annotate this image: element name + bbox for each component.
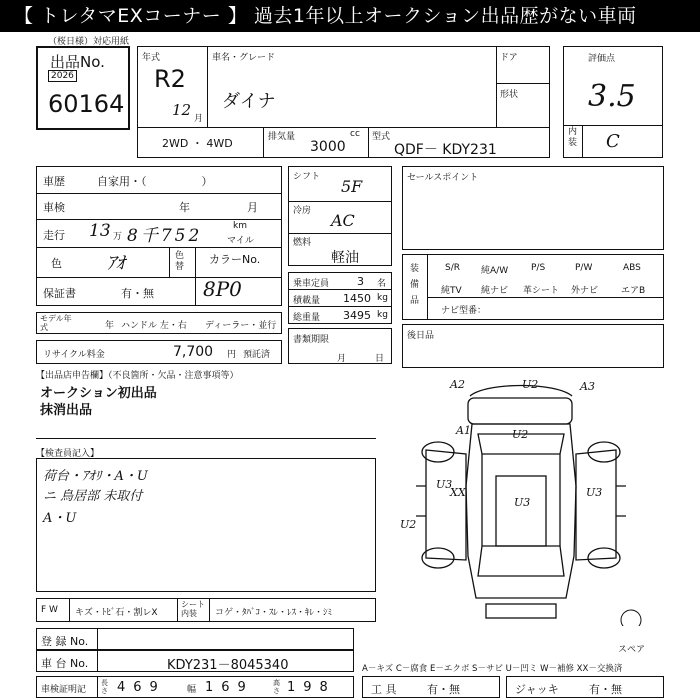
lot-code: 2026 — [48, 70, 77, 82]
recycle-label: リサイクル料金 — [43, 350, 105, 360]
inspection-month: 月 — [247, 201, 258, 214]
lot-number: 60164 — [48, 90, 125, 118]
year-month: 12 — [172, 101, 192, 119]
cert-height: 198 — [287, 680, 336, 695]
mark-u3-center: U3 — [514, 496, 531, 509]
cert-height-label: 高さ — [273, 679, 280, 695]
equip-leather: 革シート — [523, 286, 560, 296]
score-value: 3.5 — [588, 79, 636, 114]
capacity-label: 乗車定員 — [293, 279, 330, 289]
later-items-box — [402, 324, 664, 368]
inspector-notes-box — [36, 458, 376, 592]
spare-label: スペア — [618, 645, 646, 655]
history-value: 自家用・（ ） — [97, 175, 213, 188]
registration-row — [36, 628, 354, 650]
equipment-label: 装備品 — [410, 264, 420, 306]
later-items-label: 後日品 — [407, 331, 435, 341]
ac-label: 冷房 — [293, 206, 312, 216]
inspection-year: 年 — [179, 201, 190, 214]
type-value: QDF－ KDY231 — [394, 142, 497, 158]
recycle-note: 預託済 — [243, 350, 271, 360]
gross-value: 3495 — [343, 309, 371, 322]
cert-row — [36, 676, 354, 698]
validity-month: 月 — [337, 354, 347, 364]
equipment-box — [402, 254, 664, 320]
gross-label: 総重量 — [293, 313, 321, 323]
mark-u3-left: U3 — [436, 478, 453, 491]
exhibitor-line-2: 抹消出品 — [40, 403, 93, 418]
damage-legend: A－キズ C－腐食 E－エクボ S－サビ U－凹ミ W－補修 XX－交換済 — [362, 664, 623, 674]
capacity-unit: 名 — [377, 279, 387, 289]
color-no-label: カラーNo. — [209, 253, 261, 266]
inspection-label: 車検 — [43, 201, 65, 214]
jack-value: 有・無 — [589, 683, 622, 696]
top-note: （桜日様）対応用紙 — [48, 37, 130, 47]
sales-point-box — [402, 166, 664, 250]
load-value: 1450 — [343, 292, 371, 305]
fw-label: F W — [41, 605, 58, 615]
jack-label: ジャッキ — [515, 683, 559, 696]
mileage-man: 13 — [89, 221, 111, 241]
mark-u2-left: U2 — [400, 518, 417, 531]
mileage-man-unit: 万 — [113, 232, 123, 242]
inspector-line-3: A・U — [43, 511, 77, 526]
chassis-label: 車 台 No. — [41, 657, 89, 670]
fw-seat-row — [36, 598, 376, 622]
equip-pw: P/W — [575, 263, 593, 273]
seat-label: シート内装 — [181, 600, 205, 618]
model-year-handle: ハンドル 左・右 — [121, 321, 187, 331]
recycle-unit: 円 — [227, 350, 237, 360]
inspector-label: 【検査員記入】 — [36, 449, 100, 459]
type-label: 型式 — [372, 132, 391, 142]
recycle-row — [36, 340, 282, 364]
equip-airbag: エアB — [621, 286, 646, 296]
sales-point-label: セールスポイント — [407, 173, 479, 183]
color-change-label: 色替 — [175, 251, 185, 272]
shift-value: 5F — [341, 177, 363, 196]
cert-width-label: 幅 — [187, 685, 197, 695]
inspector-line-1: 荷台・ｱｵﾘ・A・U — [43, 469, 148, 484]
vehicle-header — [137, 46, 550, 158]
drive-type: 2WD ・ 4WD — [162, 137, 233, 150]
lot-box — [36, 46, 130, 130]
fuel-value: 軽油 — [331, 250, 359, 266]
validity-box — [288, 328, 392, 364]
mark-a2: A2 — [450, 378, 465, 391]
inspector-line-2: ニ 鳥居部 未取付 — [43, 489, 143, 504]
mileage-unit-mile: マイル — [227, 236, 254, 246]
mark-u3-right: U3 — [586, 486, 603, 499]
model-label: 車名・グレード — [212, 53, 276, 63]
shift-label: シフト — [293, 172, 321, 182]
equip-nav: 純ナビ — [481, 286, 509, 296]
door-label: ドア — [500, 53, 518, 63]
lot-label: 出品No. — [50, 53, 105, 71]
color-label: 色 — [51, 257, 62, 270]
warranty-value: 有・無 — [121, 287, 154, 300]
mark-u2-top: U2 — [522, 378, 539, 391]
spare-tire-icon — [621, 610, 641, 626]
mark-xx: XX — [450, 486, 466, 499]
model-year-year: 年 — [105, 321, 115, 331]
load-unit: kg — [377, 293, 388, 303]
displacement-label: 排気量 — [268, 132, 296, 142]
validity-day: 日 — [375, 354, 385, 364]
history-label: 車歴 — [43, 175, 65, 188]
car-damage-diagram — [396, 376, 666, 626]
mileage-label: 走行 — [43, 229, 65, 242]
score-box — [563, 46, 663, 158]
interior-label: 内装 — [568, 127, 578, 148]
cert-label: 車検証明記 — [41, 685, 87, 695]
registration-label: 登 録 No. — [41, 635, 89, 648]
model-year-dealer: ディーラー・並行 — [205, 321, 277, 331]
displacement-unit: cc — [350, 129, 360, 139]
mid-info — [288, 166, 392, 266]
color-value: ｱｵ — [107, 253, 125, 274]
capacity-value: 3 — [357, 275, 364, 288]
mark-u2-hood: U2 — [512, 428, 529, 441]
year-label: 年式 — [142, 53, 161, 63]
ac-value: AC — [331, 211, 355, 230]
mark-a1: A1 — [456, 424, 471, 437]
year-era: R2 — [154, 65, 186, 93]
mark-a3: A3 — [580, 380, 595, 393]
shape-label: 形状 — [500, 90, 519, 100]
tools-label: 工 具 — [371, 683, 397, 696]
fw-value: キズ・ﾄﾋﾞ石・割レX — [75, 608, 158, 618]
fuel-label: 燃料 — [293, 238, 312, 248]
equip-abs: ABS — [623, 263, 641, 273]
load-label: 積載量 — [293, 296, 321, 306]
left-info — [36, 166, 282, 306]
mileage-digits: 8千752 — [127, 226, 203, 246]
validity-label: 書類期限 — [293, 335, 330, 345]
model-year-row — [36, 312, 282, 334]
interior-value: C — [606, 131, 620, 152]
nav-model-label: ナビ型番： — [441, 306, 487, 316]
chassis-value: KDY231－8045340 — [167, 658, 289, 673]
cert-width: 169 — [205, 680, 254, 695]
equip-aw: 純A/W — [481, 266, 509, 276]
recycle-value: 7,700 — [173, 344, 214, 360]
year-month-unit: 月 — [194, 114, 204, 124]
color-no-value: 8P0 — [203, 277, 242, 301]
warranty-label: 保証書 — [43, 287, 76, 300]
score-label: 評価点 — [588, 54, 616, 64]
weight-info — [288, 272, 392, 324]
displacement-value: 3000 — [310, 139, 346, 155]
cert-length: 469 — [117, 680, 166, 695]
gross-unit: kg — [377, 310, 388, 320]
model-year-label: モデル年式 — [40, 314, 72, 332]
equip-ext-nav: 外ナビ — [571, 286, 599, 296]
equip-sr: S/R — [445, 263, 460, 273]
tools-box — [362, 676, 500, 698]
equip-tv: 純TV — [441, 286, 462, 296]
chassis-row — [36, 650, 354, 672]
cert-length-label: 長さ — [101, 679, 108, 695]
model-name: ダイナ — [222, 91, 276, 112]
tools-value: 有・無 — [427, 683, 460, 696]
jack-box — [506, 676, 664, 698]
mileage-unit-km: km — [233, 221, 247, 231]
seat-value: コゲ・ﾀﾊﾞｺ・ｽﾚ・ﾚｽ・ｷﾚ・ｼﾐ — [215, 608, 333, 618]
equip-ps: P/S — [531, 263, 546, 273]
exhibitor-label: 【出品店申告欄】（不良箇所・欠品・注意事項等） — [36, 371, 239, 381]
banner: 【 トレタマEXコーナー 】 過去1年以上オークション出品歴がない車両 — [0, 0, 700, 32]
exhibitor-line-1: オークション初出品 — [40, 386, 157, 401]
